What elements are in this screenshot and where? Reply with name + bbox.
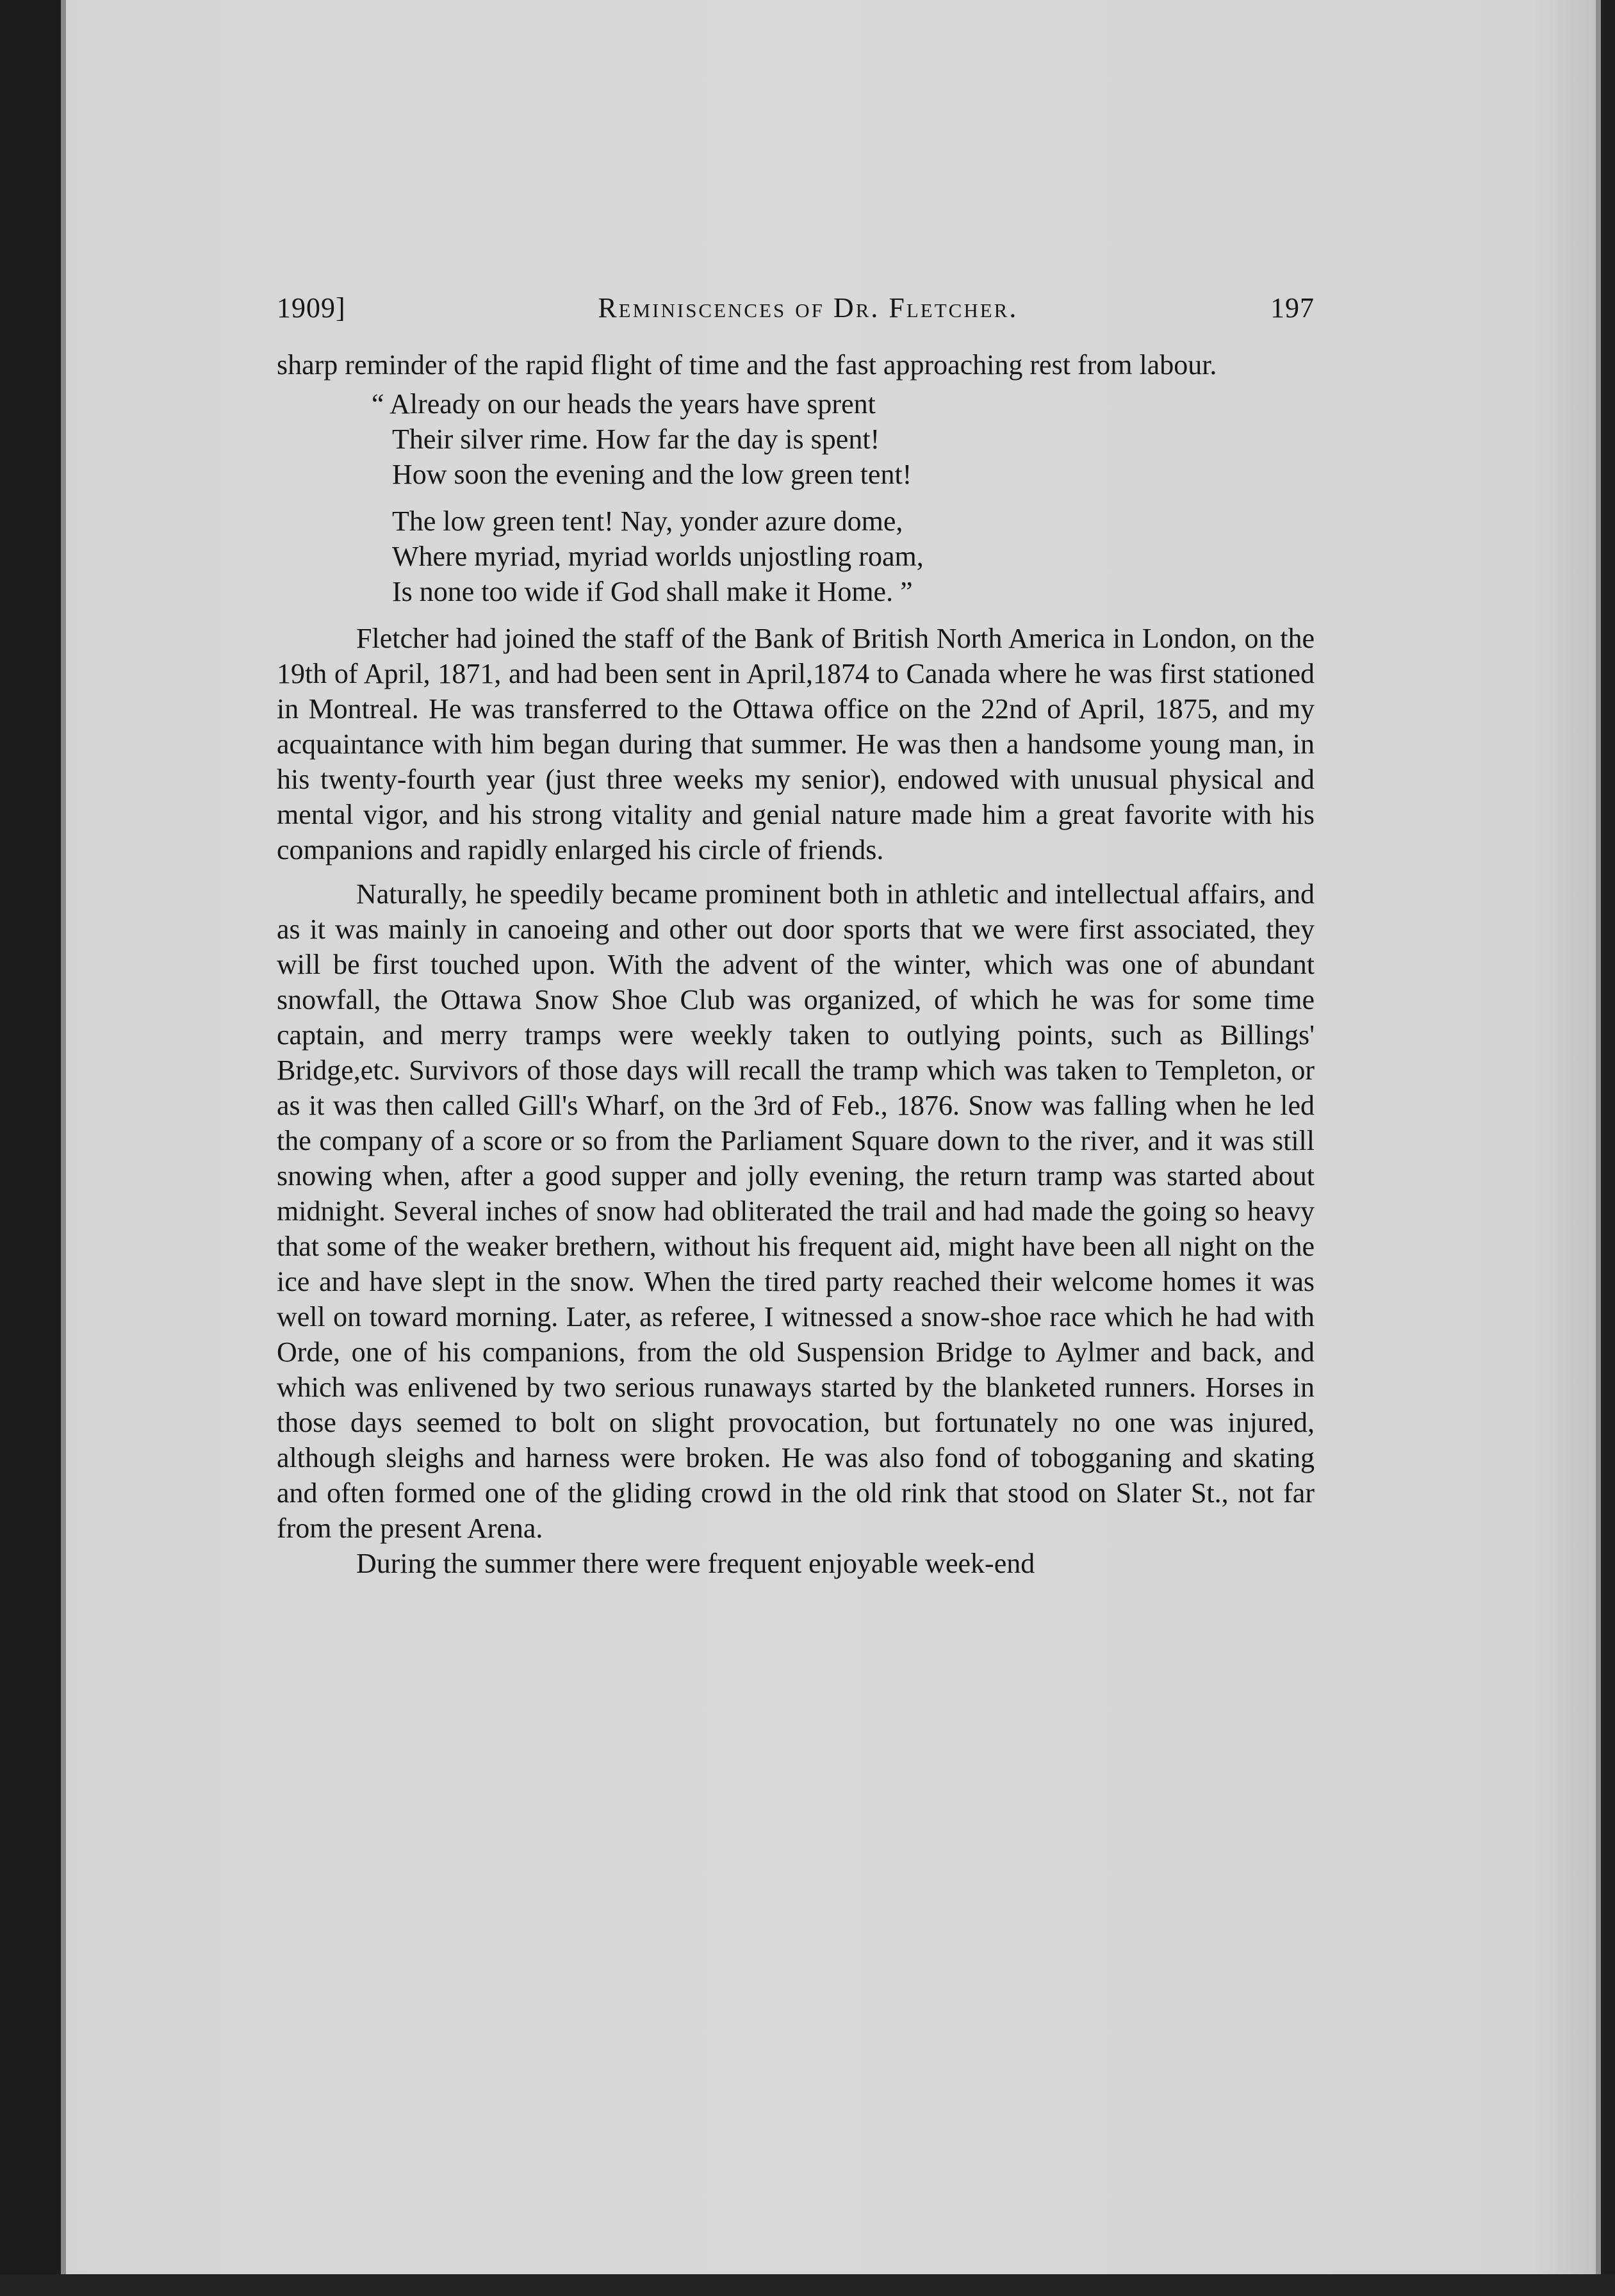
poem-stanza-1 <box>372 386 1315 492</box>
page-right-edge-shadow <box>1601 0 1615 2296</box>
poem-line: “ Already on our heads the years have sprent <box>372 388 876 420</box>
running-header <box>277 291 1315 324</box>
poem-line: How soon the evening and the low green tent! <box>392 459 912 490</box>
paragraph: Fletcher had joined the staff of the Bank of British North America in London, on the 19th of April, 1871, and had been sent in April,1874 to Canada where he was first stationed in Montreal. He was transferred to the Ottawa office on the 22nd of April, 1875, and my acquaintance with him began during that summer. He was then a handsome young man, in his twenty-fourth year (just three weeks my senior), endowed with unusual physical and mental vigor, and his strong vitality and genial nature made him a great favorite with his companions and rapidly enlarged his circle of friends. <box>277 623 1315 865</box>
book-page <box>277 291 1315 1581</box>
opening-paragraph: sharp reminder of the rapid flight of time and the fast approaching rest from labour. <box>277 349 1217 381</box>
page-number: 197 <box>1270 292 1315 324</box>
body-text <box>277 347 1315 1581</box>
header-title: Reminiscences of Dr. Fletcher. <box>598 292 1019 324</box>
poem-stanza-2 <box>392 504 1315 609</box>
page-right-edge <box>1596 0 1601 2296</box>
page-bottom-edge-shadow <box>0 2274 1615 2296</box>
paragraph: Naturally, he speedily became prominent both in athletic and intellectual affairs, and as it was mainly in canoeing and other out door sports that we were first associated, they will be first touched upon. With the advent of the winter, which was one of abundant snowfall, the Ottawa Snow Shoe Club was organized, of which he was for some time captain, and merry tramps were weekly taken to outlying points, such as Billings' Bridge,etc. Survivors of those days will recall the tramp which was taken to Templeton, or as it was then called Gill's Wharf, on the 3rd of Feb., 1876. Snow was falling when he led the company of a score or so from the Parliament Square down to the river, and it was still snowing when, after a good supper and jolly evening, the return tramp was started about midnight. Several inches of snow had obliterated the trail and had made the going so heavy that some of the weaker brethern, without his frequent aid, might have been all night on the ice and have slept in the snow. When the tired party reached their welcome homes it was well on toward morning. Later, as referee, I witnessed a snow-shoe race which he had with Orde, one of his companions, from the old Suspension Bridge to Aylmer and back, and which was enlivened by two serious runaways started by the blanketed runners. Horses in those days seemed to bolt on slight provocation, but fortunately no one was injured, although sleighs and harness were broken. He was also fond of tobogganing and skating and often formed one of the gliding crowd in the old rink that stood on Slater St., not far from the present Arena. <box>277 878 1315 1544</box>
paragraph: During the summer there were frequent enjoyable week-end <box>356 1548 1035 1579</box>
paragraph-gap <box>277 867 1315 876</box>
poem-line: Where myriad, myriad worlds unjostling roam, <box>392 541 924 572</box>
header-year: 1909] <box>277 292 346 324</box>
poem-line: Their silver rime. How far the day is spent! <box>392 423 880 455</box>
poem-line: The low green tent! Nay, yonder azure dome, <box>392 505 903 537</box>
poem-line: Is none too wide if God shall make it Home. ” <box>392 576 913 607</box>
book-binding-shadow <box>0 0 61 2296</box>
poem-quotation <box>277 386 1315 609</box>
binding-edge <box>61 0 66 2296</box>
